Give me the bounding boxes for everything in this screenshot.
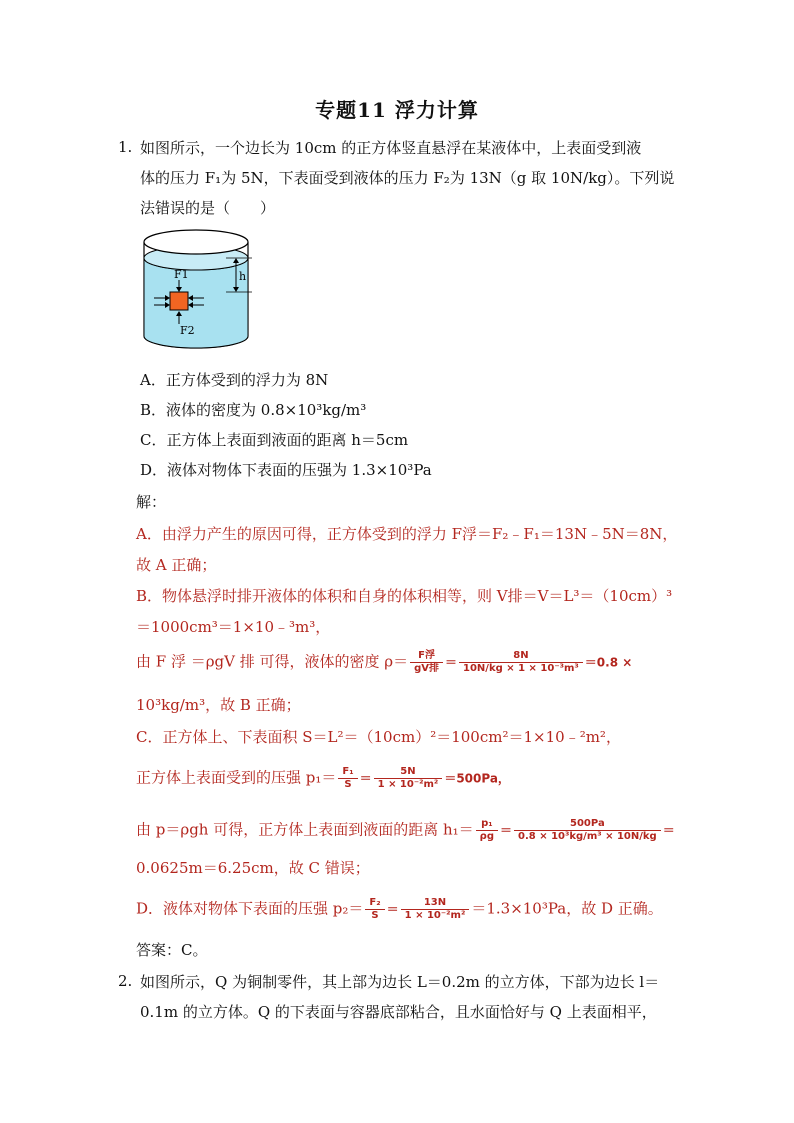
- solution-c-line-1: C．正方体上、下表面积 S＝L²＝（10cm）²＝100cm²＝1×10﹣²m²，: [136, 728, 621, 746]
- cylinder-figure: [140, 228, 258, 358]
- fraction-density-symbolic: $\frac{\text{F浮}}{\text{gV排}}$: [410, 650, 443, 675]
- question-2-stem-line-2: 0.1m 的立方体。Q 的下表面与容器底部粘合，且水面恰好与 Q 上表面相平，: [140, 1003, 657, 1021]
- f1-label: F1: [174, 268, 189, 281]
- fraction-density-values: $\frac{8N}{\text{10N/kg × 1 × 10⁻³m³}}$: [459, 650, 583, 675]
- solution-b-line-1: B．物体悬浮时排开液体的体积和自身的体积相等，则 V排＝V＝L³＝（10cm）³: [136, 587, 673, 605]
- option-b: B．液体的密度为 0.8×10³kg/m³: [140, 401, 367, 419]
- cube: [170, 292, 188, 310]
- solution-label: 解：: [136, 493, 167, 511]
- liquid: [144, 258, 248, 348]
- question-2-stem-line-1: 如图所示，Q 为铜制零件，其上部为边长 L＝0.2m 的立方体，下部为边长 l＝: [140, 973, 660, 991]
- question-1-stem-line-3: 法错误的是（ ）: [140, 199, 276, 217]
- solution-b-line-2: ＝1000cm³＝1×10﹣³m³，: [136, 618, 331, 636]
- question-1-stem-line-1: 如图所示，一个边长为 10cm 的正方体竖直悬浮在某液体中，上表面受到液: [140, 139, 642, 157]
- fraction-h1-symbolic: $\frac{\text{p₁}}{\rho g}$: [476, 818, 498, 843]
- option-c: C．正方体上表面到液面的距离 h＝5cm: [140, 431, 409, 449]
- f2-label: F2: [180, 324, 195, 337]
- fraction-h1-values: $\frac{500Pa}{\text{0.8 × 10³kg/m³ × 10N/kg}}$: [514, 818, 661, 843]
- solution-a-line-1: A．由浮力产生的原因可得，正方体受到的浮力 F浮＝F₂﹣F₁＝13N﹣5N＝8N，: [136, 525, 678, 543]
- page-title: 专题11 浮力计算: [315, 98, 479, 122]
- answer-line: 答案：C。: [136, 941, 208, 959]
- question-2-number: 2.: [118, 972, 133, 990]
- solution-b-line-3: 由 F 浮 ＝ρgV 排 可得，液体的密度 ρ＝ $\frac{\text{F浮}}{\text{gV排}}$ ＝ $\frac{8N}{\text{10N/kg × 1 × 10⁻³m³}}$ ＝0.8 ×: [136, 650, 633, 674]
- option-d: D．液体对物体下表面的压强为 1.3×10³Pa: [140, 461, 432, 479]
- option-a: A．正方体受到的浮力为 8N: [140, 371, 329, 389]
- solution-c-line-3: 由 p＝ρgh 可得，正方体上表面到液面的距离 h₁＝ $\frac{\text{p₁}}{\rho g}$ ＝ $\frac{500Pa}{\text{0.8 × 10³kg/m³ × 10N/kg}}$ ＝: [136, 818, 675, 842]
- fraction-p2-symbolic: $\frac{\text{F₂}}{S}$: [365, 897, 384, 922]
- question-1-stem-line-2: 体的压力 F₁为 5N，下表面受到液体的压力 F₂为 13N（g 取 10N/kg）。下列说: [140, 169, 675, 187]
- solution-a-line-2: 故 A 正确；: [136, 556, 217, 574]
- h-label: h: [239, 270, 247, 283]
- solution-c-line-2: 正方体上表面受到的压强 p₁＝ $\frac{\text{F₁}}{S}$ ＝ $\frac{5N}{\text{1 × 10⁻²m²}}$ ＝500Pa，: [136, 766, 510, 790]
- fraction-p2-values: $\frac{13N}{\text{1 × 10⁻²m²}}$: [401, 897, 470, 922]
- solution-c-line-4: 0.0625m＝6.25cm，故 C 错误；: [136, 859, 370, 877]
- cylinder-rim: [144, 230, 248, 254]
- solution-d-line: D．液体对物体下表面的压强 p₂＝ $\frac{\text{F₂}}{S}$ ＝ $\frac{13N}{\text{1 × 10⁻²m²}}$ ＝1.3×10³Pa，故 D 正确。: [136, 897, 663, 921]
- fraction-p1-values: $\frac{5N}{\text{1 × 10⁻²m²}}$: [374, 766, 443, 791]
- fraction-p1-symbolic: $\frac{\text{F₁}}{S}$: [338, 766, 357, 791]
- solution-b-line-3-text: 由 F 浮 ＝ρgV 排 可得，液体的密度 ρ＝: [136, 652, 409, 671]
- question-1-number: 1.: [118, 138, 133, 156]
- solution-b-line-4: 10³kg/m³，故 B 正确；: [136, 696, 301, 714]
